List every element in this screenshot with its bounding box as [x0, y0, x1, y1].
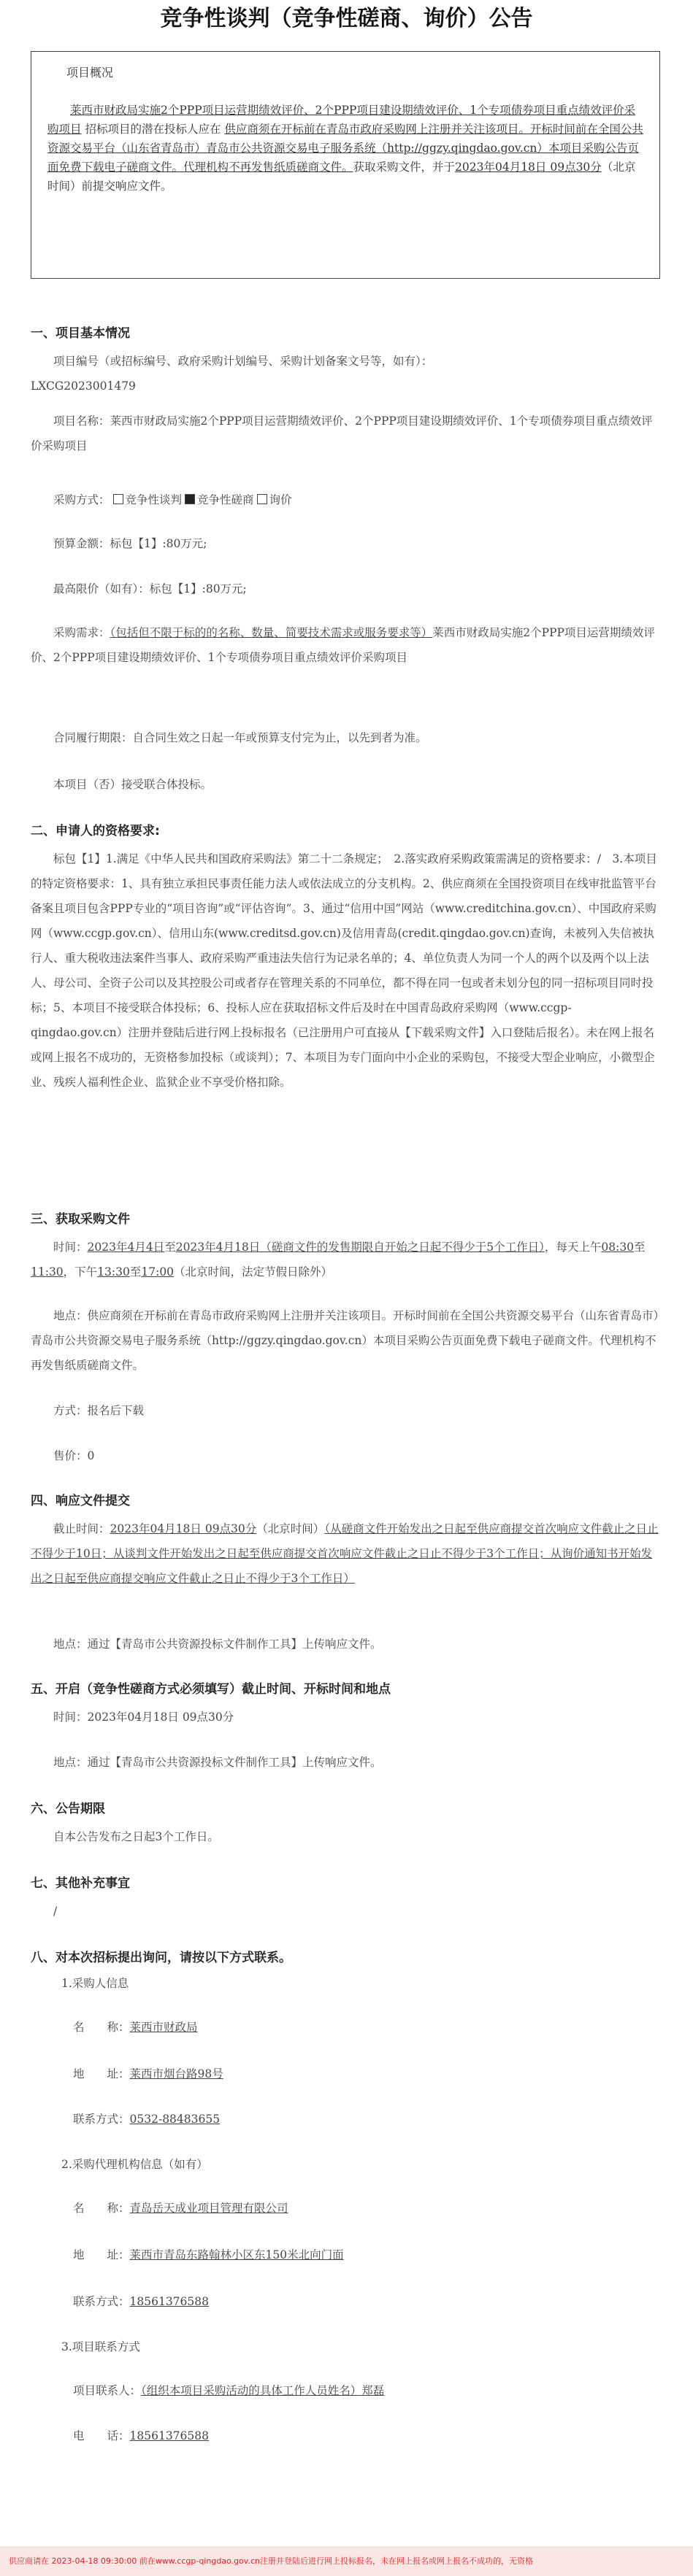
project-contact-title: 3.项目联系方式: [61, 2340, 140, 2353]
agent-phone: 联系方式：18561376588: [73, 2295, 209, 2308]
section-8-heading: 八、对本次招标提出询问，请按以下方式联系。: [31, 1951, 291, 1965]
project-overview-box: [31, 51, 660, 279]
section-6-heading: 六、公告期限: [31, 1802, 105, 1816]
overview-text: 莱西市财政局实施2个PPP项目运营期绩效评价、2个PPP项目建设期绩效评价、1个专项债券项目重点绩效评价采购项目 招标项目的潜在投标人应在 供应商须在开标前在青岛市政府采购网上注册并关注该项目。开标时间前在全国公共资源交易平台（山东省青岛市）青岛市公共资源交易电子服务系统（http://ggzy.qingdao.gov.cn）本项目采购公告页面免费下载电子磋商文件。代理机构不再发售纸质磋商文件。获取采购文件，并于2023年04月18日 09点30分（北京时间）前提交响应文件。: [47, 104, 643, 193]
agent-address: 地 址：莱西市青岛东路翰林小区东150米北向门面: [73, 2248, 344, 2261]
buyer-address: 地 址：莱西市烟台路98号: [73, 2067, 223, 2081]
procurement-need: 采购需求：（包括但不限于标的的名称、数量、简要技术需求或服务要求等）莱西市财政局实施2个PPP项目运营期绩效评价、2个PPP项目建设期绩效评价、1个专项债券项目重点绩效评价采购项目: [31, 626, 655, 664]
agent-info-title: 2.采购代理机构信息（如有）: [61, 2158, 208, 2171]
ceiling-price: 最高限价（如有）：标包【1】:80万元;: [53, 582, 247, 595]
document-way: 方式：报名后下载: [53, 1404, 145, 1417]
registration-reminder-bar: 供应商请在 2023-04-18 09:30:00 前在www.ccgp-qingdao.gov.cn注册并登陆后进行网上投标报名，未在网上报名或网上报名不成功的，无资格: [0, 2546, 693, 2576]
overview-download-info: 供应商须在开标前在青岛市政府采购网上注册并关注该项目。开标时间前在全国公共资源交易平台（山东省青岛市）青岛市公共资源交易电子服务系统（http://ggzy.qingdao.gov.cn）本项目采购公告页面免费下载电子磋商文件。代理机构不再发售纸质磋商文件。: [47, 123, 643, 174]
procurement-method: 采购方式： 竞争性谈判 竞争性磋商 询价: [53, 493, 292, 506]
project-name: 项目名称：莱西市财政局实施2个PPP项目运营期绩效评价、2个PPP项目建设期绩效评价、1个专项债券项目重点绩效评价采购项目: [31, 414, 653, 452]
section-1-heading: 一、项目基本情况: [31, 326, 130, 341]
section-5-heading: 五、开启（竞争性磋商方式必须填写）截止时间、开标时间和地点: [31, 1682, 391, 1697]
project-number-label: 项目编号（或招标编号、政府采购计划编号、采购计划备案文号等，如有）：: [53, 355, 433, 368]
submission-deadline: 截止时间：2023年04月18日 09点30分（北京时间）（从磋商文件开始发出之日起至供应商提交首次响应文件截止之日止不得少于10日；从谈判文件开始发出之日起至供应商提交首次响应文件截止之日止不得少于3个工作日；从询价通知书开始发出之日起至供应商提交响应文件截止之日止不得少于3个工作日）: [31, 1522, 659, 1585]
opening-time: 时间：2023年04月18日 09点30分: [53, 1711, 234, 1724]
notice-period: 自本公告发布之日起3个工作日。: [53, 1830, 219, 1843]
page-title: 竞争性谈判（竞争性磋商、询价）公告: [160, 6, 533, 31]
checkbox-negotiation: [113, 494, 123, 504]
buyer-name: 名 称：莱西市财政局: [73, 2021, 198, 2034]
opening-place: 地点：通过【青岛市公共资源投标文件制作工具】上传响应文件。: [53, 1756, 382, 1769]
document-time: 时间：2023年4月4日至2023年4月18日（磋商文件的发售期限自开始之日起不得少于5个工作日），每天上午08:30至11:30，下午13:30至17:00（北京时间，法定节假日除外）: [31, 1241, 646, 1279]
consortium-note: 本项目（否）接受联合体投标。: [53, 778, 213, 791]
overview-deadline: 2023年04月18日 09点30分: [455, 161, 602, 174]
buyer-phone: 联系方式：0532-88483655: [73, 2113, 221, 2126]
section-7-heading: 七、其他补充事宜: [31, 1876, 130, 1891]
section-4-heading: 四、响应文件提交: [31, 1494, 130, 1508]
submission-place: 地点：通过【青岛市公共资源投标文件制作工具】上传响应文件。: [53, 1638, 382, 1651]
overview-heading: 项目概况: [66, 66, 114, 80]
section-3-heading: 三、获取采购文件: [31, 1212, 130, 1227]
overview-project-link[interactable]: 莱西市财政局实施2个PPP项目运营期绩效评价、2个PPP项目建设期绩效评价、1个专项债券项目重点绩效评价采购项目: [47, 104, 636, 136]
document-place: 地点：供应商须在开标前在青岛市政府采购网上注册并关注该项目。开标时间前在全国公共资源交易平台（山东省青岛市）青岛市公共资源交易电子服务系统（http://ggzy.qingdao.gov.cn）本项目采购公告页面免费下载电子磋商文件。代理机构不再发售纸质磋商文件。: [31, 1309, 659, 1372]
other-matters: /: [53, 1905, 58, 1918]
project-contact-phone: 电 话：18561376588: [73, 2429, 209, 2442]
buyer-info-title: 1.采购人信息: [61, 1977, 129, 1990]
checkbox-consultation: [185, 494, 195, 504]
checkbox-inquiry: [257, 494, 267, 504]
contract-term: 合同履行期限：自合同生效之日起一年或预算支付完为止，以先到者为准。: [53, 731, 427, 744]
section-2-heading: 二、申请人的资格要求:: [31, 824, 160, 838]
document-price: 售价：0: [53, 1449, 95, 1462]
project-contact-person: 项目联系人：（组织本项目采购活动的具体工作人员姓名）郑磊: [73, 2384, 385, 2397]
project-number-value: LXCG2023001479: [31, 379, 136, 393]
qualification-text: 标包【1】1.满足《中华人民共和国政府采购法》第二十二条规定； 2.落实政府采购政策需满足的资格要求：/ 3.本项目的特定资格要求：1、具有独立承担民事责任能力法人或依法成立的分支机构。2、供应商须在全国投资项目在线审批监管平台备案且项目包含PPP专业的“项目咨询”或“评估咨询”。3、通过“信用中国”网站（www.creditchina.gov.cn）、中国政府采购网（www.ccgp.gov.cn）、信用山东(www.creditsd.gov.cn)及信用青岛(credit.qingdao.gov.cn)查询，未被列入失信被执行人、重大税收违法案件当事人、政府采购严重违法失信行为记录名单的；4、单位负责人为同一个人的两个以及两个以上法人、母公司、全资子公司以及其控股公司或者存在管理关系的不同单位，都不得在同一包或者未划分包的同一招标项目同时投标；5、本项目不接受联合体投标；6、投标人应在获取招标文件后及时在中国青岛政府采购网（www.ccgp-qingdao.gov.cn）注册并登陆后进行网上投标报名（已注册用户可直接从【下载采购文件】入口登陆后报名）。未在网上报名或网上报名不成功的，无资格参加投标（或谈判）；7、本项目为专门面向中小企业的采购包，不接受大型企业响应，小微型企业、残疾人福利性企业、监狱企业不享受价格扣除。: [31, 852, 657, 1089]
agent-name: 名 称：青岛岳天成业项目管理有限公司: [73, 2202, 288, 2215]
budget-amount: 预算金额：标包【1】:80万元;: [53, 537, 207, 550]
